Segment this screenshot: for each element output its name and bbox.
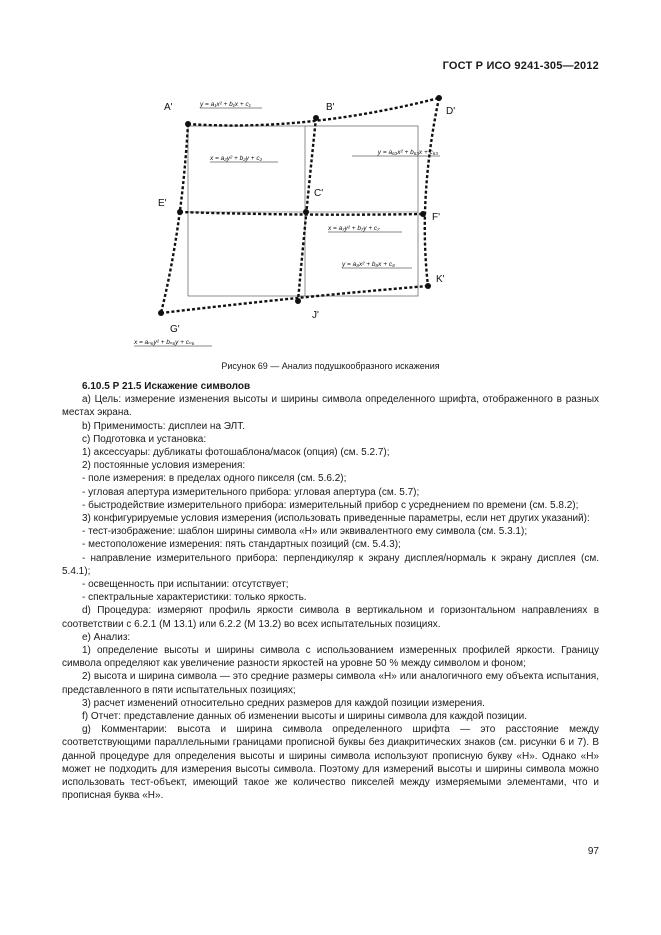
equation-top: y = a₁x² + b₁x + c₁: [200, 101, 251, 108]
marker-a: [185, 121, 191, 127]
paragraph: - местоположение измерения: пять стандартных позиций (см. 5.4.3);: [82, 539, 401, 551]
equation-lower-mid: x = a₇y² + b₇y + c₇: [328, 225, 380, 232]
paragraph: - быстродействие измерительного прибора: измерительный прибор с усреднением по времени (см. 5.8.2);: [82, 499, 579, 511]
paragraph: 3) расчет изменений относительно средних размеров для каждой позиции измерения.: [82, 697, 485, 709]
intersection-markers: [158, 95, 442, 316]
paragraph: 1) определение высоты и ширины символа с использованием измеренных профилей яркости. Границу символа определяют как увеличение разности яркостей на уровне 50 % между символом и фоном;: [62, 645, 599, 670]
paragraph: b) Применимость: дисплеи на ЭЛТ.: [82, 420, 245, 432]
paragraph: а) Цель: измерение изменения высоты и ширины символа определенного шрифта, отображенного в разных местах экрана.: [62, 394, 599, 419]
curve-bottom: [161, 286, 428, 313]
paragraph: - спектральные характеристики: только яркость.: [82, 592, 307, 604]
label-b: B': [326, 102, 335, 113]
section-title: 6.10.5 Р 21.5 Искажение символов: [82, 381, 251, 392]
paragraph: 2) высота и ширина символа — это средние размеры символа «Н» или аналогичного ему объекта испытания, представленного в пяти испытательных позициях;: [62, 671, 599, 696]
label-f: F': [432, 212, 441, 223]
label-k: K': [436, 274, 445, 285]
equation-right-top: y = a₆₃x² + b₆₃x + c₆₃: [377, 149, 438, 156]
section-body: [62, 380, 599, 803]
marker-g: [158, 310, 164, 316]
equation-upper-mid: x = a₂y² + b₂y + c₂: [210, 155, 263, 162]
paragraph: 3) конфигурируемые условия измерения (использовать приведенные параметры, если нет других указаний):: [82, 513, 590, 525]
paragraph: - направление измерительного прибора: перпендикуляр к экрану дисплея/нормаль к экрану дисплея (см. 5.4.1);: [62, 552, 599, 577]
curve-middle-h: [180, 212, 423, 215]
marker-f: [420, 211, 426, 217]
distortion-figure: [130, 88, 470, 356]
marker-c: [303, 209, 309, 215]
figure-caption: Рисунок 69 — Анализ подушкообразного искажения: [221, 361, 440, 371]
equation-bottom: x = aₙ₆y² + bₙ₆y + cₙ₆: [134, 339, 195, 346]
equation-lower-row: y = a₈x² + b₈x + c₈: [342, 261, 395, 268]
paragraph: 1) аксессуары: дубликаты фотошаблона/масок (опция) (см. 5.2.7);: [82, 447, 390, 459]
paragraph: d) Процедура: измеряют профиль яркости символа в вертикальном и горизонтальном направлениях в соответствии с 6.2.1 (М 13.1) или 6.2.2 (М 13.2) во всех испытательных позициях.: [62, 605, 599, 630]
curve-left: [161, 124, 188, 313]
label-a: A': [164, 102, 173, 113]
standard-header: ГОСТ Р ИСО 9241-305—2012: [442, 60, 599, 72]
paragraph: g) Комментарии: высота и ширина символа определенного шрифта — это расстояние между соответствующими параллельными границами прописной буквы без диакритических знаков (см. рисунки 6 и 7). В данной процедуре для определения высоты и ширины символа используют прописную букву «Н». Однако «Н» может не подходить для измерения высоты символа. Поэтому для измерений высоты и ширины символа можно использовать тест-объект, имеющий такое же количество пикселей между измеряемыми элементами, что и прописная буква «Н».: [62, 724, 599, 802]
curve-right: [425, 98, 439, 286]
paragraph: - угловая апертура измерительного прибора: угловая апертура (см. 5.7);: [82, 486, 420, 498]
paragraph: - поле измерения: в пределах одного пикселя (см. 5.6.2);: [82, 473, 347, 485]
marker-d: [436, 95, 442, 101]
marker-b: [313, 115, 319, 121]
label-c: C': [314, 188, 324, 199]
marker-j: [295, 298, 301, 304]
paragraph: - освещенность при испытании: отсутствует;: [82, 579, 289, 591]
label-g: G': [170, 324, 180, 335]
label-d: D': [446, 106, 456, 117]
paragraph: 2) постоянные условия измерения:: [82, 460, 246, 472]
paragraph: f) Отчет: представление данных об изменении высоты и ширины символа для каждой позиции.: [82, 711, 528, 723]
page-number: 97: [587, 846, 599, 857]
paragraph: с) Подготовка и установка:: [82, 433, 207, 445]
distortion-diagram: [130, 88, 470, 356]
distorted-curves: [161, 98, 439, 313]
marker-k: [425, 283, 431, 289]
label-j: J': [312, 310, 319, 321]
paragraph: - тест-изображение: шаблон ширины символа «Н» или эквивалентного ему символа (см. 5.3.1);: [82, 526, 528, 538]
paragraph: е) Анализ:: [82, 631, 131, 643]
label-e: E': [158, 198, 167, 209]
marker-e: [177, 209, 183, 215]
